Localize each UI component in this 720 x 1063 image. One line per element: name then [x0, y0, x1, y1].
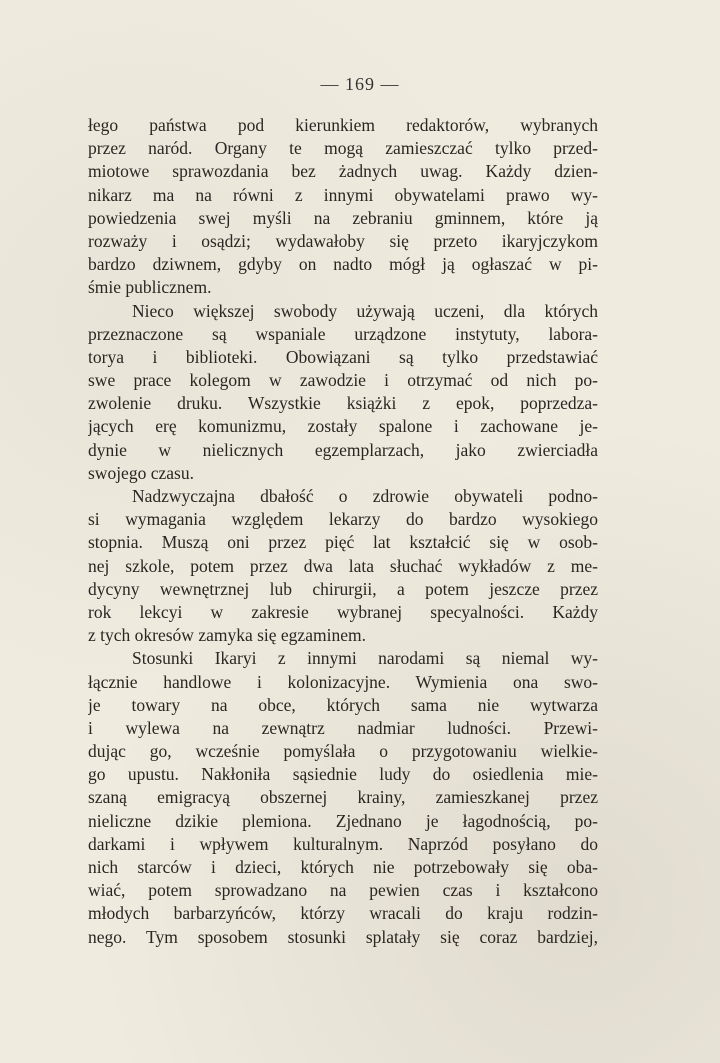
text-line: rok lekcyi w zakresie wybranej specyalności. Każdy — [88, 601, 598, 622]
text-line: torya i biblioteki. Obowiązani są tylko przedstawiać — [88, 346, 598, 367]
text-line: z tych okresów zamyka się egzaminem. — [88, 625, 366, 646]
text-line: bardzo dziwnem, gdyby on nadto mógł ją ogłaszać w pi- — [88, 254, 598, 275]
text-line: nich starców i dzieci, których nie potrzebowały się oba- — [88, 857, 598, 877]
text-line: wiać, potem sprowadzano na pewien czas i kształcono — [88, 880, 598, 901]
text-line: nieliczne dzikie plemiona. Zjednano je łagodnością, po- — [88, 810, 598, 831]
text-line: i wylewa na zewnątrz nadmiar ludności. Przewi- — [88, 717, 598, 738]
text-line: nej szkole, potem przez dwa lata słuchać wykładów z me- — [88, 555, 598, 576]
text-line: si wymagania względem lekarzy do bardzo wysokiego — [88, 509, 598, 530]
text-line: szaną emigracyą obszernej krainy, zamieszkanej przez — [88, 787, 598, 808]
text-line: dynie w nielicznych egzemplarzach, jako zwierciadła — [88, 439, 598, 460]
text-line: Nieco większej swobody używają uczeni, dla których — [132, 300, 598, 321]
text-line: śmie publicznem. — [88, 277, 212, 298]
text-line: stopnia. Muszą oni przez pięć lat kształcić się w osob- — [88, 532, 598, 553]
text-line: Nadzwyczajna dbałość o zdrowie obywateli podno- — [132, 486, 598, 506]
paragraph — [88, 300, 598, 486]
text-line: powiedzenia swej myśli na zebraniu gminnem, które ją — [88, 207, 598, 228]
text-line: dując go, wcześnie pomyślała o przygotowaniu wielkie- — [88, 741, 598, 762]
text-line: Stosunki Ikaryi z innymi narodami są niemal wy- — [132, 648, 598, 669]
text-line: łego państwa pod kierunkiem redaktorów, wybranych — [88, 115, 598, 135]
text-line: darkami i wpływem kulturalnym. Naprzód posyłano do — [88, 833, 598, 854]
text-line: zwolenie druku. Wszystkie książki z epok, poprzedza- — [88, 393, 598, 414]
paragraph — [88, 114, 598, 300]
text-line: młodych barbarzyńców, którzy wracali do kraju rodzin- — [88, 903, 598, 924]
text-line: je towary na obce, których sama nie wytwarza — [88, 694, 598, 715]
page-number: — 169 — — [320, 74, 400, 94]
text-line: miotowe sprawozdania bez żadnych uwag. Każdy dzien- — [88, 161, 598, 182]
text-line: nego. Tym sposobem stosunki splatały się coraz bardziej, — [88, 926, 598, 947]
text-line: nikarz ma na równi z innymi obywatelami prawo wy- — [88, 184, 598, 205]
text-line: przeznaczone są wspaniale urządzone instytuty, labora- — [88, 323, 598, 344]
text-line: go upustu. Nakłoniła sąsiednie ludy do osiedlenia mie- — [88, 764, 598, 785]
text-line: swojego czasu. — [88, 462, 194, 483]
text-line: łącznie handlowe i kolonizacyjne. Wymienia ona swo- — [88, 671, 598, 692]
paragraph — [88, 485, 598, 647]
body-text — [88, 114, 598, 949]
text-line: dycyny wewnętrznej lub chirurgii, a potem jeszcze przez — [88, 578, 598, 599]
paragraph — [88, 647, 598, 948]
text-line: jących erę komunizmu, zostały spalone i zachowane je- — [88, 416, 598, 437]
text-line: swe prace kolegom w zawodzie i otrzymać od nich po- — [88, 370, 598, 391]
text-line: rozważy i osądzi; wydawałoby się przeto ikaryjczykom — [88, 230, 598, 251]
text-line: przez naród. Organy te mogą zamieszczać tylko przed- — [88, 138, 598, 159]
